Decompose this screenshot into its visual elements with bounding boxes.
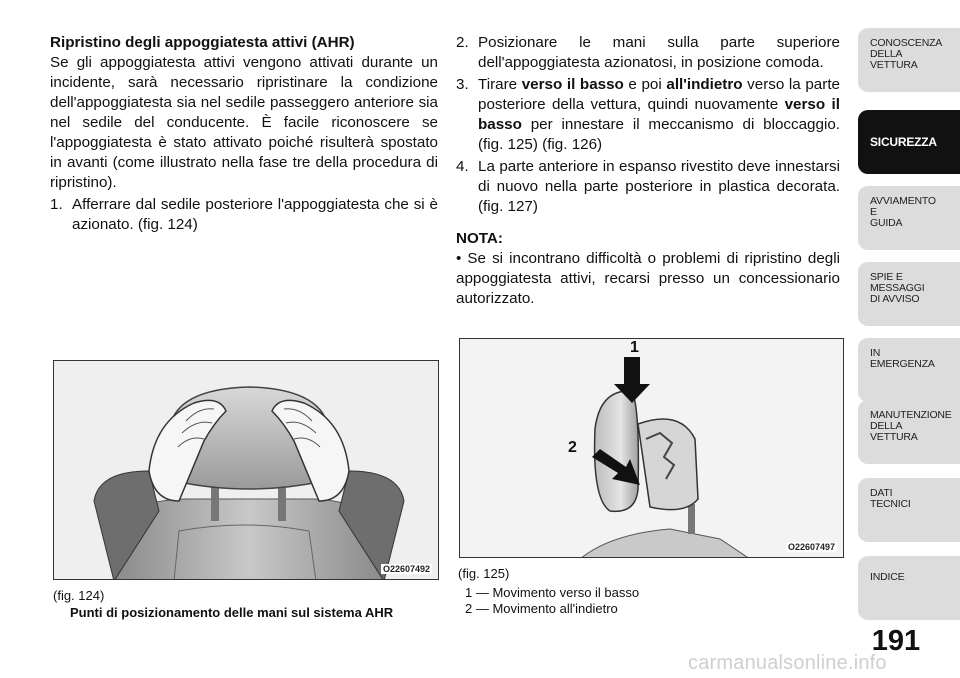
headrest-hands-drawing: [54, 361, 439, 580]
step-3-part-g: per innestare il meccanismo di bloccaggio. (fig. 125) (fig. 126): [478, 116, 840, 153]
tab-manutenzione[interactable]: MANUTENZIONE DELLA VETTURA: [858, 400, 960, 464]
headrest-reset-drawing: [460, 339, 844, 558]
nota-title: NOTA:: [456, 230, 503, 247]
tab-conoscenza-della-vettura[interactable]: CONOSCENZA DELLA VETTURA: [858, 28, 960, 92]
figure-125-code: O22607497: [787, 542, 835, 552]
figure-125-legend-2: 2 — Movimento all'indietro: [465, 601, 618, 616]
figure-124-illustration: [53, 360, 439, 580]
step-1: [50, 195, 438, 235]
step-3-part-c: e poi: [623, 76, 667, 93]
step-3-number: 3.: [456, 76, 469, 93]
step-3: [456, 75, 840, 155]
marker-2: 2: [568, 439, 577, 456]
step-4: [456, 157, 840, 217]
tab-dati-tecnici[interactable]: DATI TECNICI: [858, 478, 960, 542]
step-3-emph-down-2: verso il basso: [478, 96, 840, 133]
step-2: [456, 33, 840, 73]
chapter-tabs: [858, 0, 960, 678]
right-column: [456, 33, 840, 309]
figure-125-legend-1: 1 — Movimento verso il basso: [465, 585, 640, 600]
page-number: 191: [871, 625, 921, 657]
tab-avviamento-e-guida[interactable]: AVVIAMENTO E GUIDA: [858, 186, 960, 250]
step-3-part-a: Tirare: [478, 76, 522, 93]
marker-1: 1: [630, 339, 639, 356]
step-3-emph-back: all'indietro: [666, 76, 743, 93]
nota-text: • Se si incontrano difficoltà o problemi di ripristino degli appoggiatesta attivi, recarsi presso un concessionario autorizzato.: [456, 250, 840, 307]
step-2-number: 2.: [456, 34, 469, 51]
step-1-text: Afferrare dal sedile posteriore l'appoggiatesta che si è azionato. (fig. 124): [72, 196, 438, 233]
figure-125-label: (fig. 125): [458, 566, 510, 581]
figure-125-illustration: [459, 338, 844, 558]
tab-spie-e-messaggi[interactable]: SPIE E MESSAGGI DI AVVISO: [858, 262, 960, 326]
step-4-text: La parte anteriore in espanso rivestito deve innestarsi di nuovo nella parte posteriore in plastica decorata. (fig. 127): [478, 158, 840, 215]
step-3-text: [478, 75, 840, 155]
figure-124-code: O22607492: [382, 564, 430, 574]
tab-in-emergenza[interactable]: IN EMERGENZA: [858, 338, 960, 402]
intro-paragraph: Se gli appoggiatesta attivi vengono attivati durante un incidente, sarà necessario ripristinare la condizione dell'appoggiatesta sia nel sedile passeggero anteriore sia nel sedile del conducente. È facile riconoscere se l'appoggiatesta è stato attivato poiché risulterà spostato in avanti (come illustrato nella fase tre della procedura di ripristino).: [50, 54, 438, 191]
step-3-part-e: verso la parte posteriore della vettura, quindi nuovamente: [478, 76, 840, 113]
step-2-text: Posizionare le mani sulla parte superiore dell'appoggiatesta azionatosi, in posizione comoda.: [478, 34, 840, 71]
tab-sicurezza[interactable]: SICUREZZA: [858, 110, 960, 174]
step-4-number: 4.: [456, 158, 469, 175]
figure-124-label: (fig. 124): [53, 588, 105, 603]
figure-124-caption: Punti di posizionamento delle mani sul sistema AHR: [70, 605, 394, 620]
section-heading: Ripristino degli appoggiatesta attivi (AHR): [50, 34, 355, 51]
left-column: [50, 33, 438, 235]
step-3-emph-down: verso il basso: [521, 76, 624, 93]
step-1-number: 1.: [50, 196, 63, 213]
tab-indice[interactable]: INDICE: [858, 556, 960, 620]
watermark: carmanualsonline.info: [688, 652, 887, 674]
